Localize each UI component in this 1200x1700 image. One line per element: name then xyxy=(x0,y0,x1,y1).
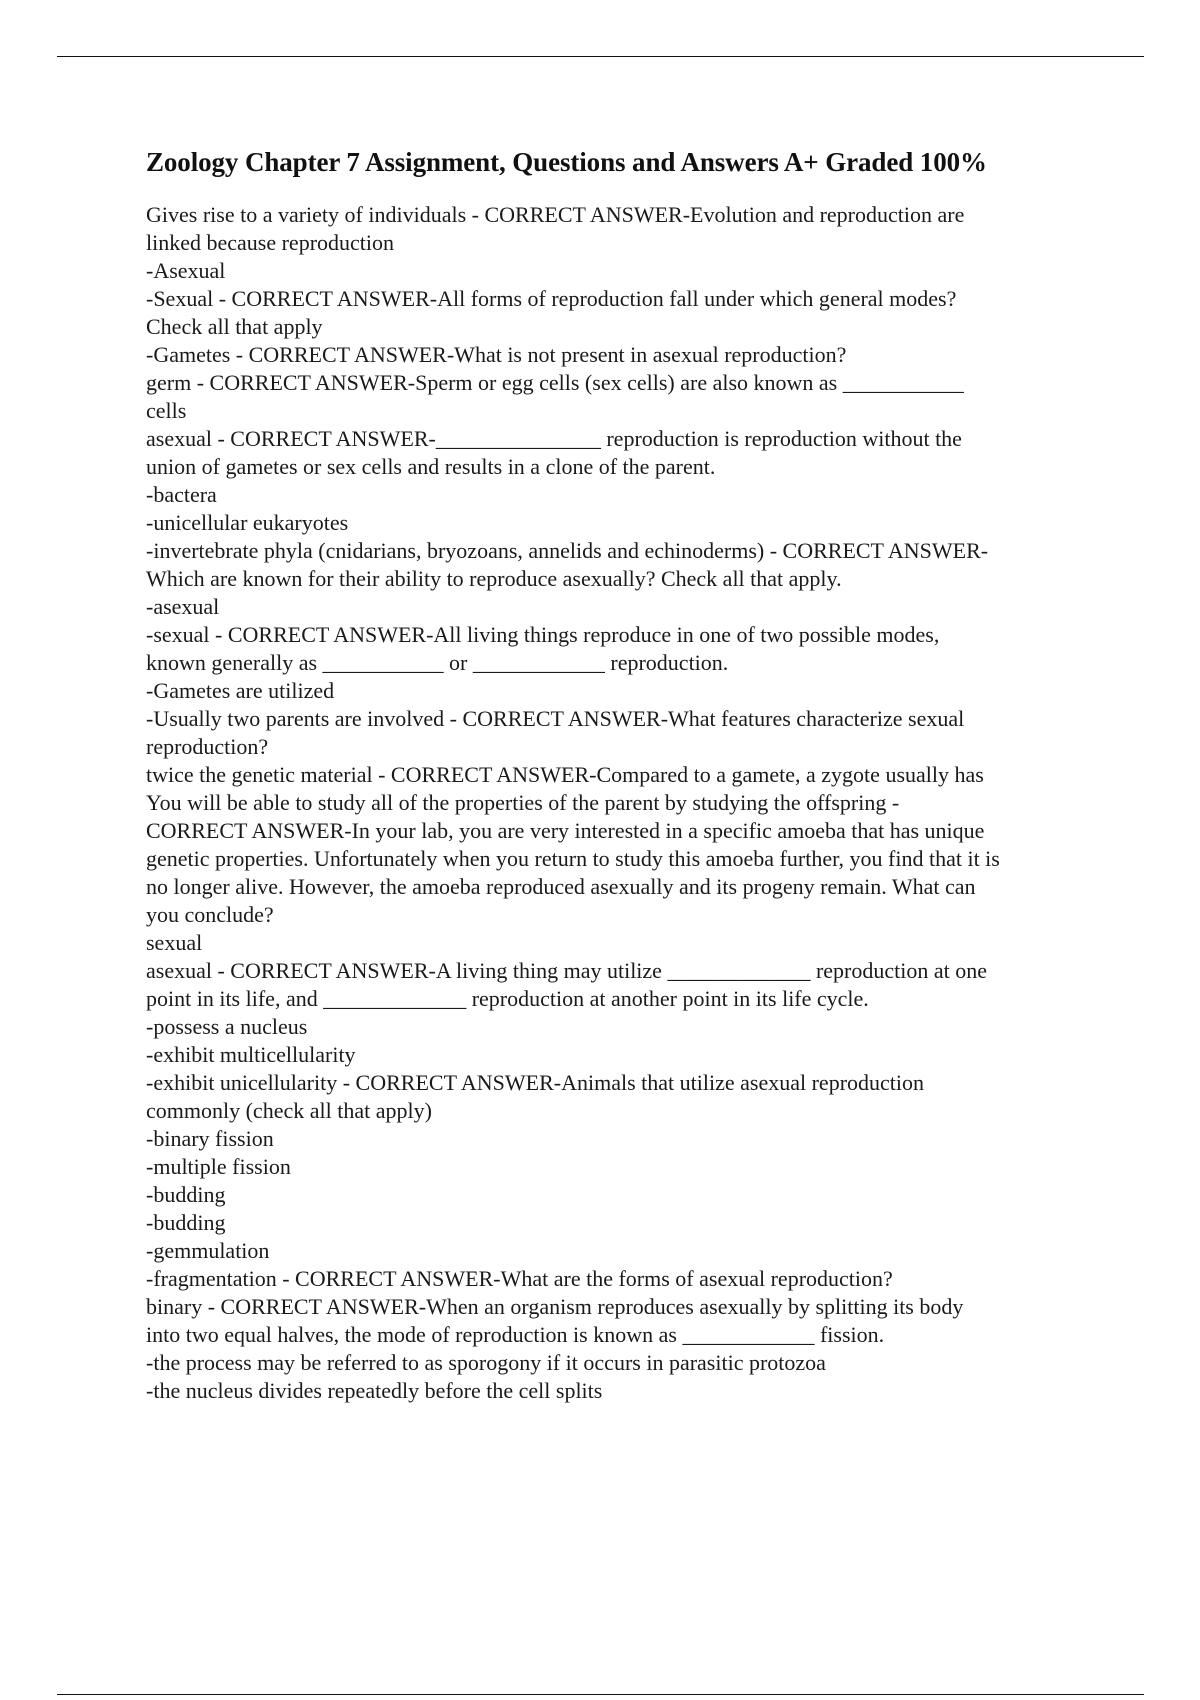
text-line: twice the genetic material - CORRECT ANSWER-Compared to a gamete, a zygote usually has xyxy=(146,762,984,787)
text-line: -possess a nucleus xyxy=(146,1014,308,1039)
text-line: -Usually two parents are involved - CORRECT ANSWER-What features characterize sexual xyxy=(146,706,965,731)
text-line: -the process may be referred to as sporogony if it occurs in parasitic protozoa xyxy=(146,1350,826,1375)
text-line: -exhibit multicellularity xyxy=(146,1042,356,1067)
bottom-rule xyxy=(57,1694,1144,1695)
text-line: CORRECT ANSWER-In your lab, you are very interested in a specific amoeba that has unique xyxy=(146,818,985,843)
text-line: linked because reproduction xyxy=(146,230,395,255)
text-line: asexual - CORRECT ANSWER-_______________ reproduction is reproduction without the xyxy=(146,426,962,451)
text-line: -gemmulation xyxy=(146,1238,270,1263)
text-line: -exhibit unicellularity - CORRECT ANSWER-Animals that utilize asexual reproduction xyxy=(146,1070,925,1095)
document-body xyxy=(146,145,1096,1405)
text-line: -bactera xyxy=(146,482,217,507)
text-line: -multiple fission xyxy=(146,1154,291,1179)
text-line: commonly (check all that apply) xyxy=(146,1098,432,1123)
text-line: -Gametes - CORRECT ANSWER-What is not present in asexual reproduction? xyxy=(146,342,847,367)
text-line: reproduction? xyxy=(146,734,269,759)
text-line: binary - CORRECT ANSWER-When an organism reproduces asexually by splitting its body xyxy=(146,1294,964,1319)
text-line: -budding xyxy=(146,1182,226,1207)
text-line: asexual - CORRECT ANSWER-A living thing may utilize _____________ reproduction at one xyxy=(146,958,987,983)
text-line: genetic properties. Unfortunately when you return to study this amoeba further, you find that it is xyxy=(146,846,1000,871)
text-line: union of gametes or sex cells and results in a clone of the parent. xyxy=(146,454,716,479)
text-line: Which are known for their ability to reproduce asexually? Check all that apply. xyxy=(146,566,842,591)
text-line: known generally as ___________ or ____________ reproduction. xyxy=(146,650,729,675)
text-line: no longer alive. However, the amoeba reproduced asexually and its progeny remain. What can xyxy=(146,874,976,899)
text-line: -the nucleus divides repeatedly before the cell splits xyxy=(146,1378,603,1403)
text-line: -binary fission xyxy=(146,1126,274,1151)
text-line: Gives rise to a variety of individuals - CORRECT ANSWER-Evolution and reproduction are xyxy=(146,202,965,227)
text-line: cells xyxy=(146,398,187,423)
text-line: -sexual - CORRECT ANSWER-All living things reproduce in one of two possible modes, xyxy=(146,622,940,647)
text-line: -invertebrate phyla (cnidarians, bryozoans, annelids and echinoderms) - CORRECT ANSWER- xyxy=(146,538,989,563)
text-line: -asexual xyxy=(146,594,220,619)
qa-text xyxy=(146,201,1096,1405)
text-line: -unicellular eukaryotes xyxy=(146,510,349,535)
text-line: sexual xyxy=(146,930,203,955)
text-line: -fragmentation - CORRECT ANSWER-What are the forms of asexual reproduction? xyxy=(146,1266,893,1291)
text-line: germ - CORRECT ANSWER-Sperm or egg cells (sex cells) are also known as ___________ xyxy=(146,370,964,395)
text-line: point in its life, and _____________ reproduction at another point in its life cycle. xyxy=(146,986,869,1011)
document-title: Zoology Chapter 7 Assignment, Questions and Answers A+ Graded 100% xyxy=(146,147,987,177)
text-line: into two equal halves, the mode of reproduction is known as ____________ fission. xyxy=(146,1322,885,1347)
text-line: -Asexual xyxy=(146,258,226,283)
text-line: -Gametes are utilized xyxy=(146,678,335,703)
text-line: Check all that apply xyxy=(146,314,323,339)
top-rule xyxy=(57,56,1144,57)
text-line: you conclude? xyxy=(146,902,274,927)
text-line: -Sexual - CORRECT ANSWER-All forms of reproduction fall under which general modes? xyxy=(146,286,957,311)
text-line: -budding xyxy=(146,1210,226,1235)
text-line: You will be able to study all of the properties of the parent by studying the offspring - xyxy=(146,790,900,815)
